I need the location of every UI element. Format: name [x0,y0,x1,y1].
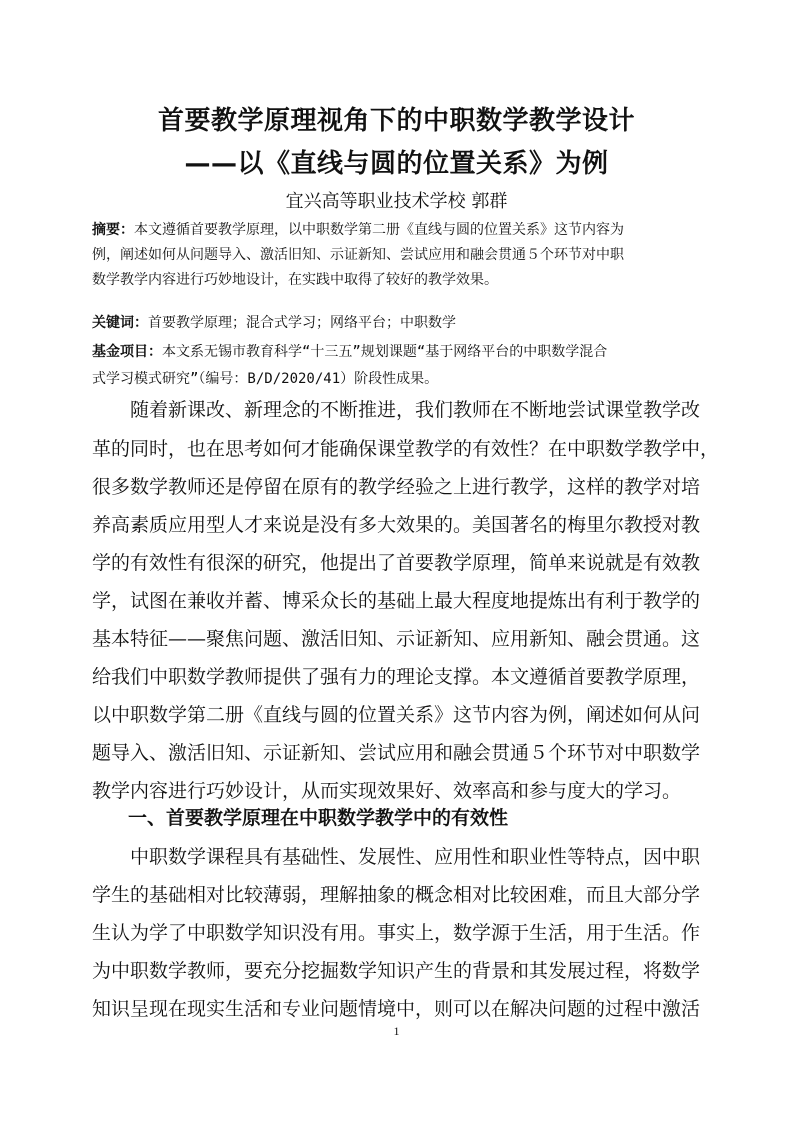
page-number: 1 [393,1024,400,1038]
body-line: 以中职数学第二册《直线与圆的位置关系》这节内容为例，阐述如何从问 [92,704,701,726]
body-line: 很多数学教师还是停留在原有的教学经验之上进行教学，这样的教学对培 [92,476,701,498]
body-line: 为中职数学教师，要充分挖掘数学知识产生的背景和其发展过程，将数学 [92,960,701,982]
body-line: 学生的基础相对比较薄弱，理解抽象的概念相对比较困难，而且大部分学 [92,884,701,906]
body-line: 给我们中职数学教师提供了强有力的理论支撑。本文遵循首要教学原理， [92,666,701,688]
body-line: 题导入、激活旧知、示证新知、尝试应用和融会贯通５个环节对中职数学 [92,742,701,764]
keywords-line [92,311,712,336]
paper-title: 首要教学原理视角下的中职数学教学设计 [157,106,635,136]
author-line: 宜兴高等职业技术学校 郭群 [285,191,508,212]
body-line: 革的同时，也在思考如何才能确保课堂教学的有效性？在中职数学教学中， [92,438,720,460]
body-line: 基本特征——聚焦问题、激活旧知、示证新知、应用新知、融会贯通。这 [92,628,701,650]
fund-line: 式学习模式研究”（编号：B/D/2020/41）阶段性成果。 [92,371,439,387]
keywords-label: 关键词： [92,315,148,331]
paper-subtitle: ——以《直线与圆的位置关系》为例 [184,149,609,179]
body-line: 养高素质应用型人才来说是没有多大效果的。美国著名的梅里尔教授对教 [92,514,701,536]
abstract-line: 数学教学内容进行巧妙地设计，在实践中取得了较好的教学效果。 [92,272,498,288]
body-line: 生认为学了中职数学知识没有用。事实上，数学源于生活，用于生活。作 [92,922,701,944]
body-line: 学，试图在兼收并蓄、博采众长的基础上最大程度地提炼出有利于教学的 [92,590,701,612]
section-heading: 一、首要教学原理在中职数学教学中的有效性 [128,807,509,829]
abstract-text: 本文遵循首要教学原理，以中职数学第二册《直线与圆的位置关系》这节内容为 [134,222,624,238]
fund-line [92,340,712,365]
abstract-line [92,218,712,243]
body-line: 知识呈现在现实生活和专业问题情境中，则可以在解决问题的过程中激活 [92,998,701,1020]
body-line: 教学内容进行巧妙设计，从而实现效果好、效率高和参与度大的学习。 [92,780,682,802]
abstract-label: 摘要： [92,222,134,238]
fund-text: 本文系无锡市教育科学“十三五”规划课题“基于网络平台的中职数学混合 [162,344,608,360]
abstract-line: 例，阐述如何从问题导入、激活旧知、示证新知、尝试应用和融会贯通５个环节对中职 [92,247,624,263]
body-line: 随着新课改、新理念的不断推进，我们教师在不断地尝试课堂教学改 [92,399,701,421]
keywords-text: 首要教学原理；混合式学习；网络平台；中职数学 [148,315,456,331]
fund-label: 基金项目： [92,344,162,360]
body-line: 中职数学课程具有基础性、发展性、应用性和职业性等特点，因中职 [92,846,701,868]
body-line: 学的有效性有很深的研究，他提出了首要教学原理，简单来说就是有效教 [92,552,701,574]
